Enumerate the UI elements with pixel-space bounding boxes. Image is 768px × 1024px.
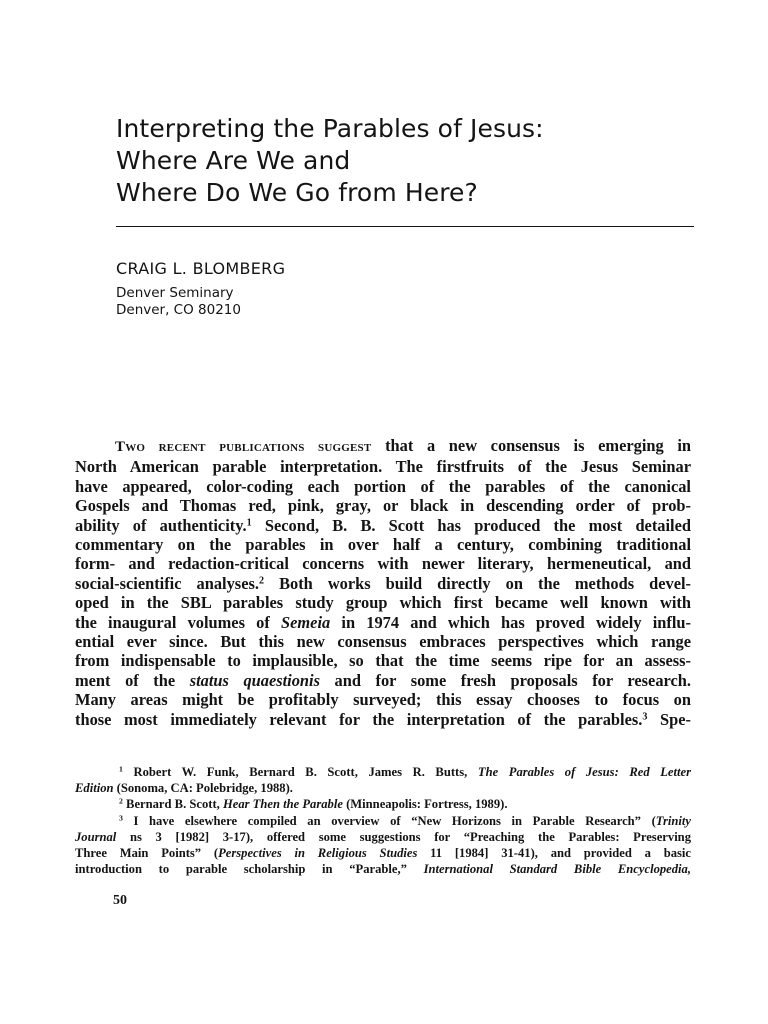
body-line: ment of the status quaestionis and for some fresh proposals for research. — [75, 670, 691, 690]
body-line: commentary on the parables in over half a century, combining traditional — [75, 535, 691, 555]
body-line: ential ever since. But this new consensus embraces perspectives which range — [75, 632, 691, 652]
body-line: North American parable interpretation. The firstfruits of the Jesus Seminar — [75, 457, 691, 477]
title-line-1: Interpreting the Parables of Jesus: — [116, 114, 544, 143]
body-line: the inaugural volumes of Semeia in 1974 and which has proved widely influ- — [75, 612, 691, 632]
author-location: Denver, CO 80210 — [116, 302, 241, 318]
footnote-ref-2: 2 — [258, 575, 265, 587]
footnote-3-cont: Three Main Points” (Perspectives in Religious Studies 11 [1984] 31-41), and provided a basic — [75, 846, 692, 861]
body-line: social-scientific analyses.$^2$ Both works build directly on the methods devel- — [75, 573, 691, 593]
title-line-3: Where Do We Go from Here? — [116, 178, 478, 207]
body-line: form- and redaction-critical concerns with newer literary, hermeneutical, and — [75, 554, 691, 574]
body-line: ability of authenticity.$^1$ Second, B. B. Scott has produced the most detailed — [75, 515, 691, 535]
page-number: 50 — [113, 893, 127, 908]
italic-semeia: Semeia — [281, 612, 331, 632]
footnote-ref-3: 3 — [642, 711, 648, 723]
footnote-3-cont: introduction to parable scholarship in “Parable,” International Standard Bible Encyclopedia, — [75, 862, 691, 877]
footnote-3: $^3$ I have elsewhere compiled an overview of “New Horizons in Parable Research” (Trinity — [119, 813, 691, 828]
body-line: have appeared, color-coding each portion of the parables of the canonical — [75, 476, 691, 496]
body-line: from indispensable to implausible, so that the time seems ripe for an assess- — [75, 651, 691, 671]
title-rule — [116, 226, 694, 227]
lead-in-small-caps: Two recent publications suggest — [115, 439, 372, 455]
italic-status-quaestionis: status quaestionis — [189, 670, 320, 690]
footnote-ref-1: 1 — [246, 517, 252, 529]
body-line: Gospels and Thomas red, pink, gray, or black in descending order of prob- — [75, 496, 691, 516]
title-line-2: Where Are We and — [116, 146, 351, 175]
footnotes — [75, 764, 691, 877]
footnote-2: $^2$ Bernard B. Scott, Hear Then the Parable (Minneapolis: Fortress, 1989). — [119, 797, 508, 812]
article-title — [116, 113, 696, 209]
footnote-1: $^1$ Robert W. Funk, Bernard B. Scott, James R. Butts, The Parables of Jesus: Red Letter — [119, 764, 692, 779]
body-line: oped in the SBL parables study group which first became well known with — [75, 593, 691, 613]
footnote-1-cont: Edition (Sonoma, CA: Polebridge, 1988). — [75, 781, 293, 796]
author-name: CRAIG L. BLOMBERG — [116, 259, 286, 278]
author-institution: Denver Seminary — [116, 285, 234, 301]
body-paragraph — [75, 436, 691, 729]
body-line: Two recent publications suggest that a new consensus is emerging in — [115, 436, 692, 455]
author-affiliation — [116, 285, 241, 319]
body-line: those most immediately relevant for the interpretation of the parables.$^3$ Spe- — [75, 709, 691, 729]
footnote-3-cont: Journal ns 3 [1982] 3-17), offered some suggestions for “Preaching the Parables: Preserving — [75, 829, 691, 844]
body-line: Many areas might be profitably surveyed; this essay chooses to focus on — [75, 690, 691, 710]
